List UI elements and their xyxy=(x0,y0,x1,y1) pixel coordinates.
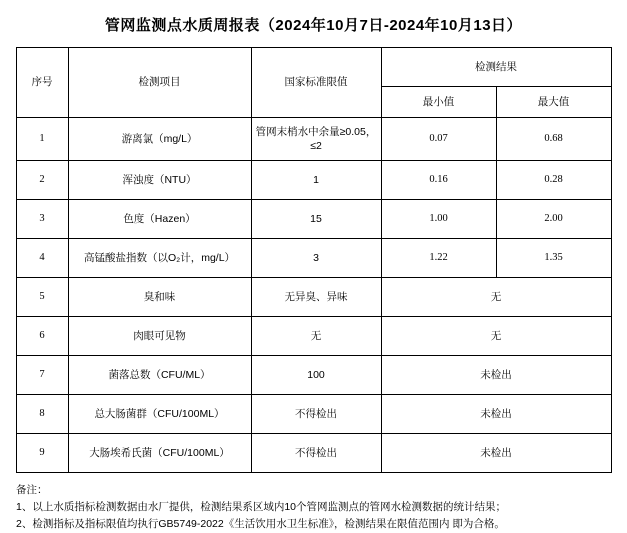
row-max: 0.28 xyxy=(496,161,611,200)
row-standard: 15 xyxy=(251,200,381,239)
table-row xyxy=(16,161,611,200)
col-header-standard: 国家标准限值 xyxy=(251,48,381,118)
row-index: 2 xyxy=(16,161,68,200)
col-header-min: 最小值 xyxy=(381,87,496,118)
row-item: 色度（Hazen） xyxy=(68,200,251,239)
row-standard: 不得检出 xyxy=(251,395,381,434)
table-row xyxy=(16,395,611,434)
table-row xyxy=(16,278,611,317)
table-row xyxy=(16,118,611,161)
row-standard: 管网末梢水中余量≥0.05，≤2 xyxy=(251,118,381,161)
row-item: 大肠埃希氏菌（CFU/100ML） xyxy=(68,434,251,473)
notes-label: 备注： xyxy=(16,484,48,496)
row-standard: 1 xyxy=(251,161,381,200)
table-row xyxy=(16,356,611,395)
row-item: 总大肠菌群（CFU/100ML） xyxy=(68,395,251,434)
row-min: 1.00 xyxy=(381,200,496,239)
row-index: 6 xyxy=(16,317,68,356)
row-max: 1.35 xyxy=(496,239,611,278)
page-title: 管网监测点水质周报表（2024年10月7日-2024年10月13日） xyxy=(104,17,523,34)
row-max: 2.00 xyxy=(496,200,611,239)
row-result: 未检出 xyxy=(381,434,611,473)
row-index: 4 xyxy=(16,239,68,278)
col-header-item: 检测项目 xyxy=(68,48,251,118)
row-min: 1.22 xyxy=(381,239,496,278)
table-row xyxy=(16,434,611,473)
col-header-index: 序号 xyxy=(16,48,68,118)
row-item: 肉眼可见物 xyxy=(68,317,251,356)
row-result: 未检出 xyxy=(381,356,611,395)
water-quality-table xyxy=(16,47,612,473)
row-standard: 无 xyxy=(251,317,381,356)
row-standard: 100 xyxy=(251,356,381,395)
row-index: 9 xyxy=(16,434,68,473)
row-index: 8 xyxy=(16,395,68,434)
row-result: 未检出 xyxy=(381,395,611,434)
row-max: 0.68 xyxy=(496,118,611,161)
row-item: 菌落总数（CFU/ML） xyxy=(68,356,251,395)
row-standard: 不得检出 xyxy=(251,434,381,473)
row-result: 无 xyxy=(381,278,611,317)
row-item: 浑浊度（NTU） xyxy=(68,161,251,200)
row-standard: 3 xyxy=(251,239,381,278)
row-item: 游离氯（mg/L） xyxy=(68,118,251,161)
note-line-2: 2、检测指标及指标限值均执行GB5749-2022《生活饮用水卫生标准》，检测结果在限值范围内 即为合格。 xyxy=(16,518,505,530)
table-row xyxy=(16,239,611,278)
col-header-result: 检测结果 xyxy=(381,48,611,87)
table-header-row-1 xyxy=(16,48,611,87)
col-header-max: 最大值 xyxy=(496,87,611,118)
notes-section xyxy=(16,473,611,533)
row-index: 1 xyxy=(16,118,68,161)
row-index: 3 xyxy=(16,200,68,239)
row-standard: 无异臭、异味 xyxy=(251,278,381,317)
row-index: 5 xyxy=(16,278,68,317)
row-min: 0.07 xyxy=(381,118,496,161)
table-row xyxy=(16,200,611,239)
row-item: 高锰酸盐指数（以O₂计，mg/L） xyxy=(68,239,251,278)
row-index: 7 xyxy=(16,356,68,395)
row-item: 臭和味 xyxy=(68,278,251,317)
note-line-1: 1、以上水质指标检测数据由水厂提供，检测结果系区域内10个管网监测点的管网水检测数据的统计结果； xyxy=(16,501,507,513)
table-row xyxy=(16,317,611,356)
row-result: 无 xyxy=(381,317,611,356)
row-min: 0.16 xyxy=(381,161,496,200)
